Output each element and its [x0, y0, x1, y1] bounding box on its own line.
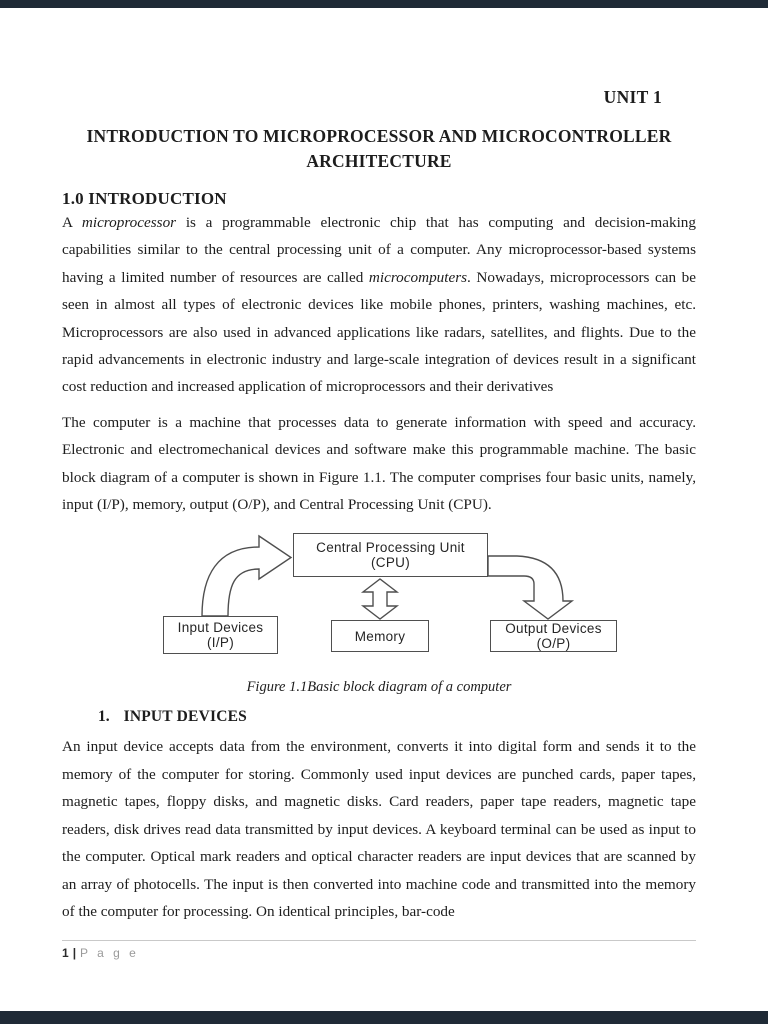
intro-paragraph-text: is a programmable electronic chip that has computing and decision-making capabilities similar to the central processing unit of a computer. Any microprocessor-based systems having a limited number of resources are called: [62, 214, 696, 286]
intro-paragraph: [62, 209, 696, 401]
section-heading: [62, 707, 696, 727]
footer-label: P a g e: [80, 946, 139, 960]
microcomputers-italic: microcomputers: [368, 268, 468, 286]
cpu-memory-double-arrow: [363, 579, 397, 619]
block-diagram: [62, 528, 696, 664]
footer-separator: |: [72, 946, 77, 960]
section-number: 1.: [98, 708, 110, 726]
computer-paragraph: The computer is a machine that processes data to generate information with speed and accuracy. Electronic and electromechanical devices and software make this programmable machine. The basic block diagram of a computer is shown in Figure 1.1. The computer comprises four basic units, namely, input (I/P), memory, output (O/P), and Central Processing Unit (CPU).: [62, 413, 696, 514]
cpu-box-label: Central Processing Unit: [316, 539, 465, 555]
output-box-sublabel: (O/P): [536, 636, 571, 652]
input-box-sublabel: (I/P): [207, 635, 234, 651]
input-devices-paragraph: An input device accepts data from the environment, converts it into digital form and sends it to the memory of the computer for storing. Commonly used input devices are punched cards, paper tapes, magnetic tapes, floppy disks, and magnetic disks. Card readers, paper tape readers, magnetic tape readers, disk drives read data transmitted by input devices. A keyboard terminal can be used as input to the computer. Optical mark readers and optical character readers are input devices that are scanned by an array of photocells. The input is then converted into machine code and transmitted into the memory of the computer for processing. On identical principles, bar-code: [62, 738, 696, 920]
memory-box: [331, 620, 429, 652]
document-page: [62, 0, 696, 925]
title-line-2: ARCHITECTURE: [306, 151, 452, 171]
microprocessor-italic: microprocessor: [81, 214, 177, 231]
output-box-label: Output Devices: [505, 620, 602, 636]
unit-label: UNIT 1: [603, 87, 662, 107]
figure-caption: Figure 1.1Basic block diagram of a computer: [246, 679, 512, 696]
input-box-label: Input Devices: [177, 619, 264, 635]
input-devices-box: [163, 616, 278, 654]
cpu-box-sublabel: (CPU): [371, 555, 410, 571]
title-line-1: INTRODUCTION TO MICROPROCESSOR AND MICROCONTROLLER: [86, 126, 672, 146]
intro-paragraph-text: A: [62, 214, 82, 231]
cpu-to-output-arrow: [488, 556, 572, 619]
cpu-box: [293, 533, 488, 577]
memory-box-label: Memory: [354, 628, 406, 644]
page-footer: [62, 940, 696, 960]
input-to-cpu-arrow: [202, 536, 291, 616]
intro-paragraph-text: . Nowadays, microprocessors can be seen in almost all types of electronic devices like mobile phones, printers, washing machines, etc. Microprocessors are also used in advanced applications like radars, satellites, and flights. Due to the rapid advancements in electronic industry and large-scale integration of devices result in a significant cost reduction and increased application of microprocessors and their derivatives: [62, 268, 696, 396]
document-title: [62, 124, 696, 174]
section-heading-label: INPUT DEVICES: [123, 708, 247, 726]
viewer-bottom-edge: [0, 1011, 768, 1024]
intro-heading: 1.0 INTRODUCTION: [62, 189, 227, 208]
page-number: 1: [62, 946, 69, 960]
output-devices-box: [490, 620, 617, 652]
